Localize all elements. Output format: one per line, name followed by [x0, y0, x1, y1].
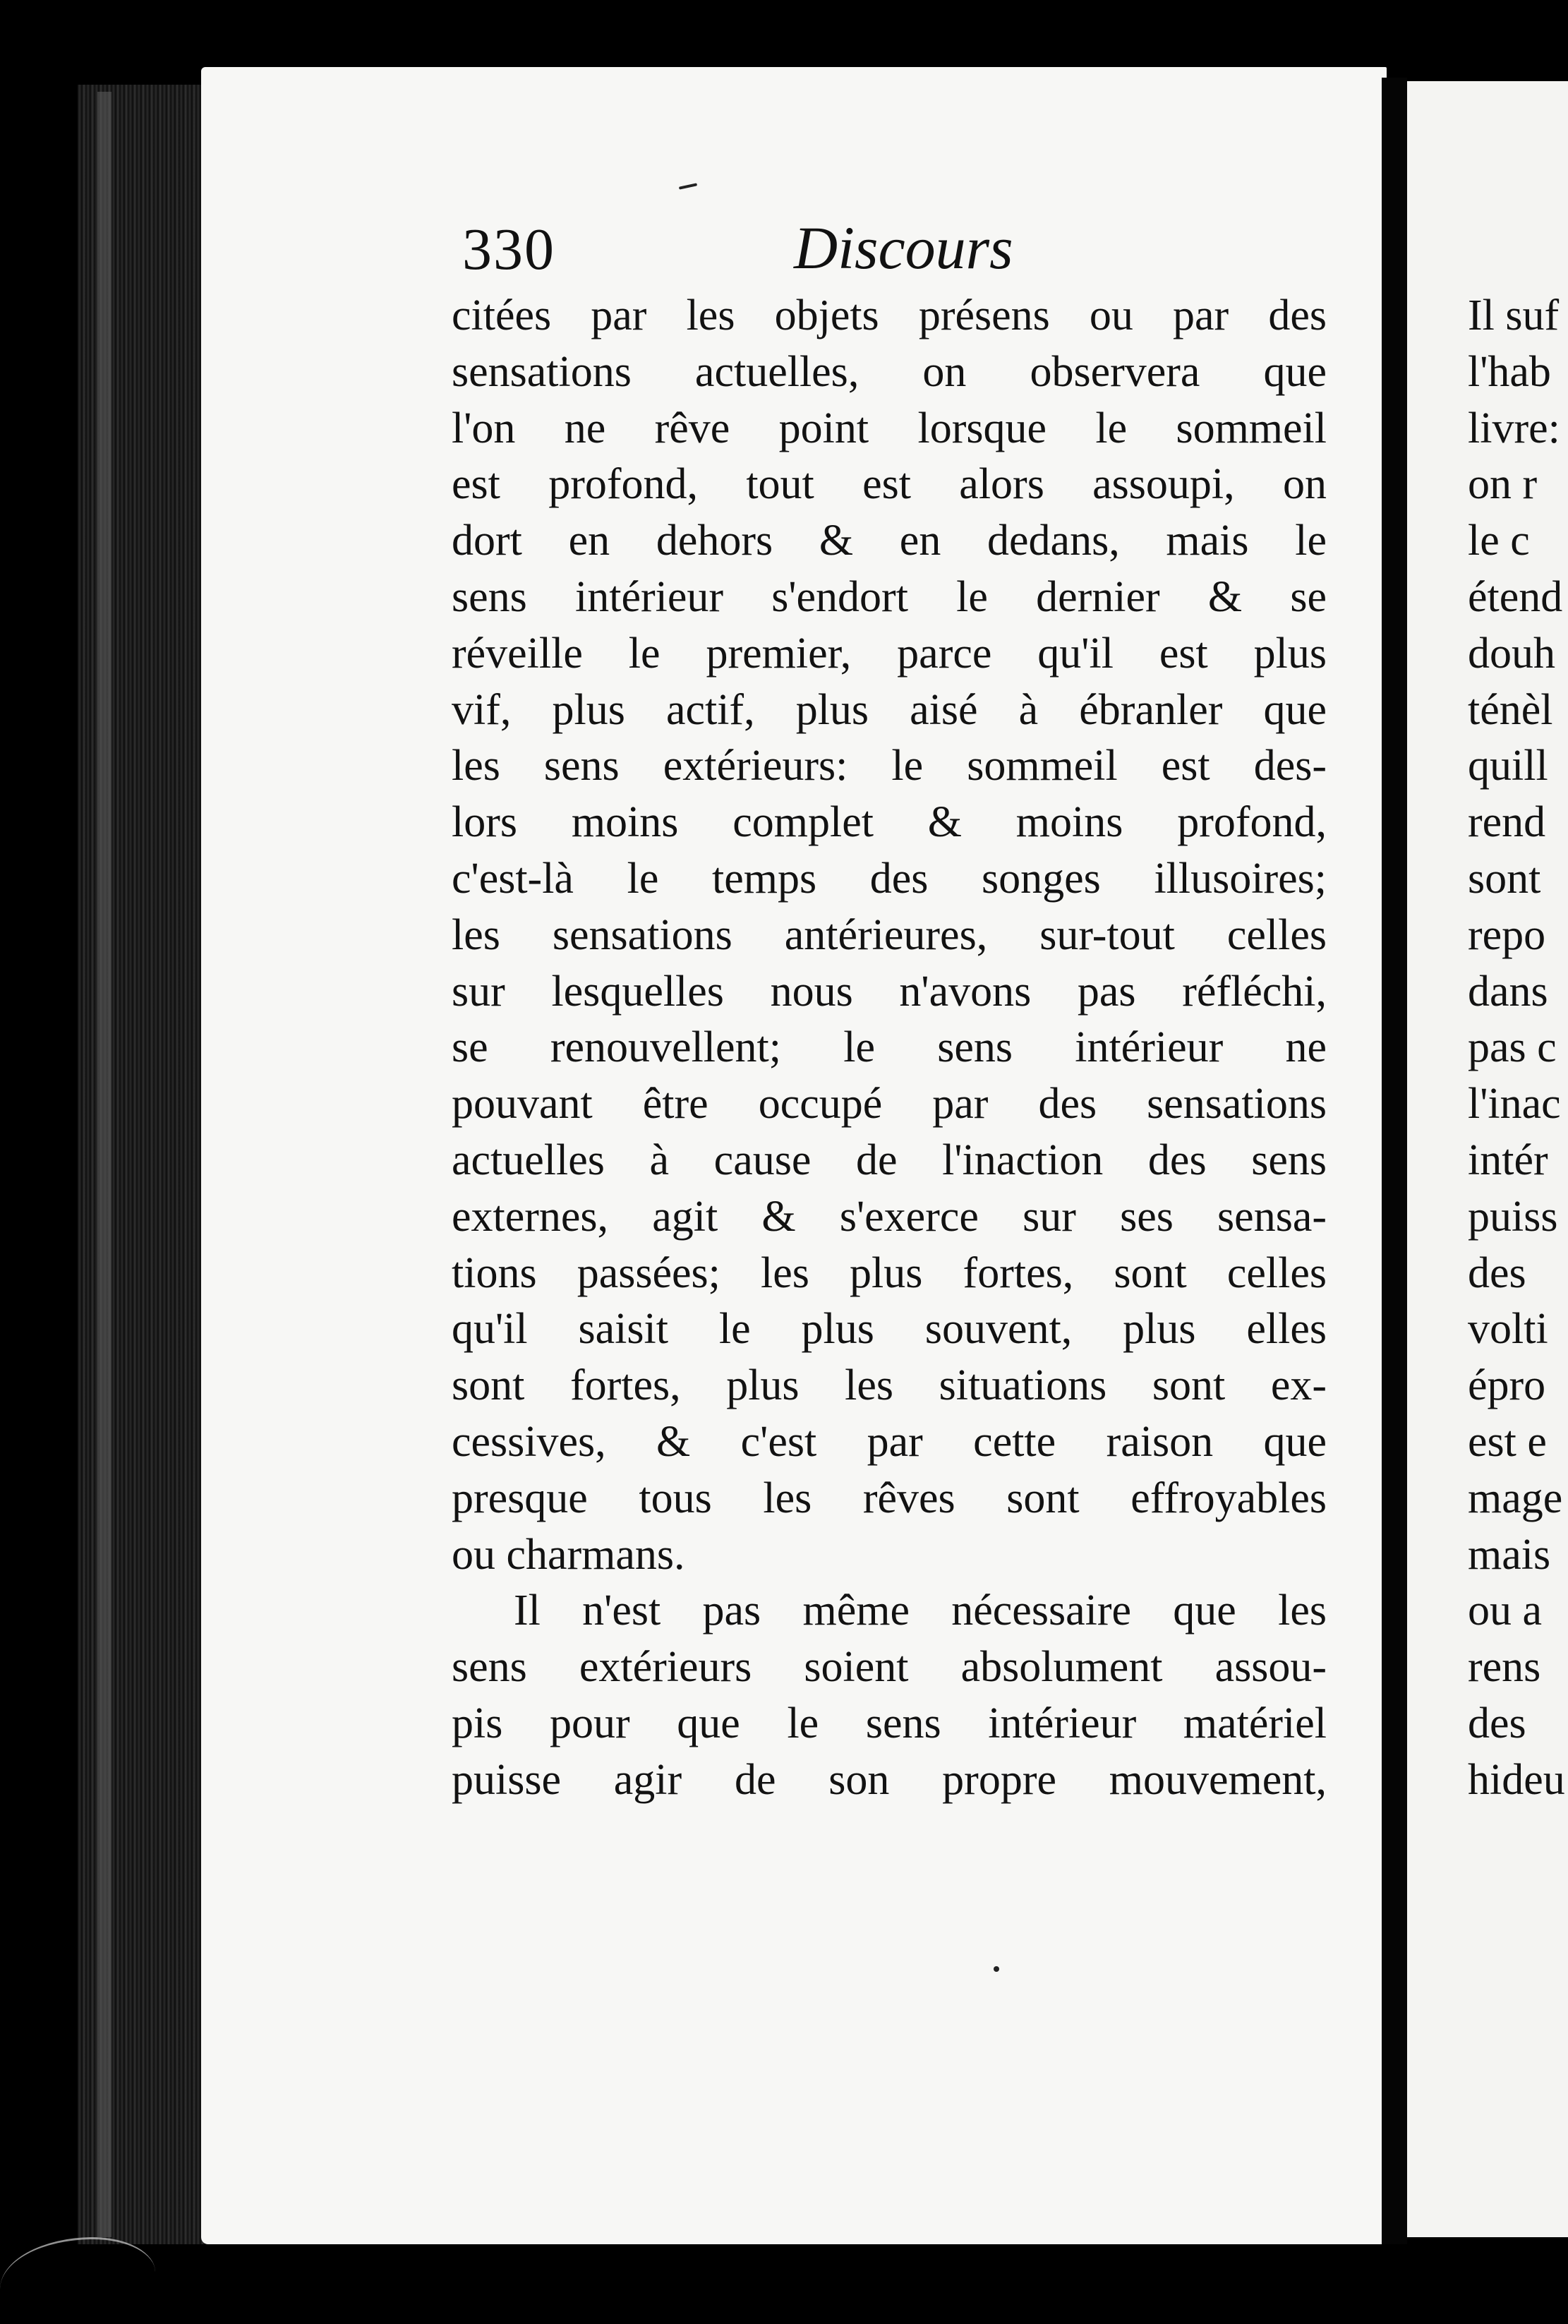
text-line-paragraph-start: Il n'est pas même nécessaire que les — [514, 1587, 1327, 1635]
text-fragment: étend — [1468, 572, 1563, 621]
text-fragment: est e — [1468, 1417, 1547, 1466]
page-number: 330 — [462, 217, 555, 282]
text-line: sur lesquelles nous n'avons pas réfléchi, — [452, 967, 1327, 1016]
text-line: sens extérieurs soient absolument assou- — [452, 1643, 1327, 1692]
text-fragment: mais — [1468, 1530, 1551, 1579]
text-line: sensations actuelles, on observera que — [452, 347, 1327, 396]
text-line: est profond, tout est alors assoupi, on — [452, 460, 1327, 509]
text-line: c'est-là le temps des songes illusoires; — [452, 854, 1327, 903]
text-fragment: rens — [1468, 1643, 1541, 1692]
text-line: vif, plus actif, plus aisé à ébranler que — [452, 685, 1327, 734]
page-corner-curl — [0, 2237, 155, 2324]
running-head: Discours — [794, 214, 1013, 282]
text-line: externes, agit & s'exerce sur ses sensa- — [452, 1192, 1327, 1241]
page-header — [462, 215, 1344, 293]
text-line: puisse agir de son propre mouvement, — [452, 1755, 1327, 1804]
text-fragment: pas c — [1468, 1023, 1557, 1072]
text-line: dort en dehors & en dedans, mais le — [452, 517, 1327, 565]
text-fragment: douh — [1468, 629, 1555, 678]
book-edge-highlight — [97, 92, 111, 2237]
text-line: ou charmans. — [452, 1530, 685, 1579]
text-line: lors moins complet & moins profond, — [452, 798, 1327, 847]
text-fragment: intér — [1468, 1136, 1548, 1184]
text-fragment: l'inac — [1468, 1080, 1561, 1128]
text-line: pouvant être occupé par des sensations — [452, 1080, 1327, 1128]
text-fragment: repo — [1468, 910, 1546, 959]
text-fragment: rend — [1468, 798, 1546, 847]
text-fragment: dans — [1468, 967, 1548, 1016]
text-line: l'on ne rêve point lorsque le sommeil — [452, 404, 1327, 452]
ink-speck — [994, 1966, 999, 1972]
left-page-text — [452, 288, 1327, 1809]
text-line: sens intérieur s'endort le dernier & se — [452, 572, 1327, 621]
text-fragment: sont — [1468, 854, 1541, 903]
text-fragment: puiss — [1468, 1192, 1558, 1241]
right-page-text — [1468, 288, 1568, 1809]
text-line: presque tous les rêves sont effroyables — [452, 1474, 1327, 1522]
text-fragment: le c — [1468, 517, 1530, 565]
text-fragment: épro — [1468, 1361, 1546, 1410]
text-line: tions passées; les plus fortes, sont celles — [452, 1248, 1327, 1297]
text-fragment: livre: — [1468, 404, 1560, 452]
text-fragment: quill — [1468, 742, 1548, 790]
text-fragment: l'hab — [1468, 347, 1551, 396]
text-fragment: des — [1468, 1248, 1526, 1297]
text-fragment: hideu — [1468, 1755, 1565, 1804]
text-line: actuelles à cause de l'inaction des sens — [452, 1136, 1327, 1184]
text-fragment: ténèl — [1468, 685, 1553, 734]
text-line: sont fortes, plus les situations sont ex- — [452, 1361, 1327, 1410]
text-fragment: on r — [1468, 460, 1538, 509]
text-line: les sensations antérieures, sur-tout celles — [452, 910, 1327, 959]
book-edge — [78, 85, 205, 2244]
text-line: qu'il saisit le plus souvent, plus elles — [452, 1305, 1327, 1354]
text-line: réveille le premier, parce qu'il est plus — [452, 629, 1327, 678]
text-line: cessives, & c'est par cette raison que — [452, 1417, 1327, 1466]
text-fragment: mage — [1468, 1474, 1563, 1522]
text-line: se renouvellent; le sens intérieur ne — [452, 1023, 1327, 1072]
text-fragment: des — [1468, 1699, 1526, 1747]
text-line: les sens extérieurs: le sommeil est des- — [452, 742, 1327, 790]
gutter-shadow — [1382, 78, 1407, 2244]
text-line: citées par les objets présens ou par des — [452, 291, 1327, 339]
text-fragment: Il suf — [1468, 291, 1560, 339]
text-line: pis pour que le sens intérieur matériel — [452, 1699, 1327, 1747]
text-fragment: ou a — [1468, 1587, 1543, 1635]
text-fragment: volti — [1468, 1305, 1548, 1354]
